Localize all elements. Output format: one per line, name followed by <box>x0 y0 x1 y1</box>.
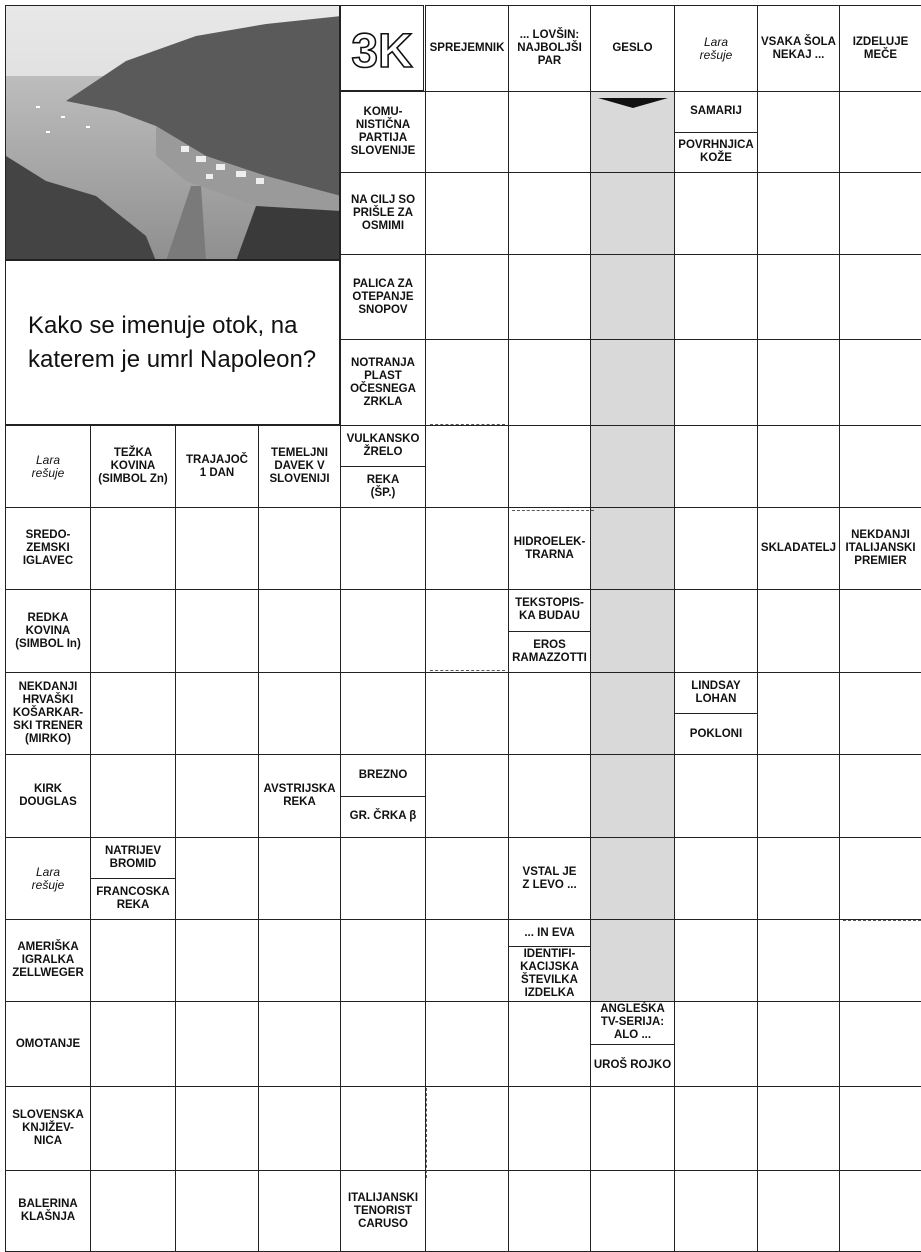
answer-cell[interactable] <box>757 1001 840 1087</box>
clue-angleska: ANGLEŠKA TV-SERIJA: ALO ... <box>600 1003 665 1042</box>
answer-cell[interactable] <box>425 672 509 755</box>
answer-cell[interactable] <box>508 91 591 173</box>
clue-natrijev: NATRIJEV BROMID <box>104 845 162 870</box>
answer-cell[interactable] <box>590 919 675 1002</box>
lara-resuje-label: Lara rešuje <box>5 837 91 920</box>
clue-split-vulkansko <box>340 425 426 508</box>
clue-tezka-kovina: TEŽKA KOVINA (SIMBOL Zn) <box>90 425 176 508</box>
answer-cell[interactable] <box>90 672 176 755</box>
clue-split-samarij <box>674 91 758 173</box>
answer-cell[interactable] <box>175 589 259 673</box>
answer-cell[interactable] <box>90 1001 176 1087</box>
clue-vulkansko: VULKANSKO ŽRELO <box>346 433 420 458</box>
answer-cell[interactable] <box>425 339 509 426</box>
clue-palica: PALICA ZA OTEPANJE SNOPOV <box>340 254 426 340</box>
answer-cell[interactable] <box>425 1086 509 1171</box>
answer-cell[interactable] <box>839 1001 921 1087</box>
answer-cell[interactable] <box>508 754 591 838</box>
3k-logo-icon <box>347 23 417 73</box>
answer-cell[interactable] <box>590 672 675 755</box>
answer-cell[interactable] <box>175 754 259 838</box>
clue-lindsay: LINDSAY LOHAN <box>691 680 741 705</box>
answer-cell[interactable] <box>590 837 675 920</box>
clue-in-eva: ... IN EVA <box>524 926 575 939</box>
answer-cell[interactable] <box>839 754 921 838</box>
answer-cell[interactable] <box>425 754 509 838</box>
answer-cell[interactable] <box>590 91 675 173</box>
clue-balerina: BALERINA KLAŠNJA <box>5 1170 91 1252</box>
clue-gr-crka: GR. ČRKA β <box>341 796 425 838</box>
clue-split-angleska <box>590 1001 675 1087</box>
clue-na-cilj: NA CILJ SO PRIŠLE ZA OSMIMI <box>340 172 426 255</box>
island-photo <box>5 5 340 260</box>
answer-cell[interactable] <box>258 1086 341 1171</box>
answer-cell[interactable] <box>425 172 509 255</box>
clue-trajajoc: TRAJAJOČ 1 DAN <box>175 425 259 508</box>
answer-cell[interactable] <box>590 172 675 255</box>
island-photo-image <box>6 6 340 260</box>
clue-lovsin: ... LOVŠIN: NAJBOLJŠI PAR <box>508 5 591 92</box>
answer-cell[interactable] <box>839 425 921 508</box>
answer-cell[interactable] <box>757 425 840 508</box>
dashed-mark <box>426 1088 427 1178</box>
answer-cell[interactable] <box>674 589 758 673</box>
answer-cell[interactable] <box>839 91 921 173</box>
clue-hidroelektrarna: HIDROELEK- TRARNA <box>508 507 591 590</box>
clue-izdeluje: IZDELUJE MEČE <box>839 5 921 92</box>
answer-cell[interactable] <box>590 1086 675 1171</box>
answer-cell[interactable] <box>175 1170 259 1252</box>
clue-uros: UROŠ ROJKO <box>591 1044 674 1087</box>
answer-cell[interactable] <box>674 837 758 920</box>
arrow-down-icon <box>598 98 668 108</box>
answer-cell[interactable] <box>757 754 840 838</box>
answer-cell[interactable] <box>508 254 591 340</box>
answer-cell[interactable] <box>258 672 341 755</box>
clue-avstrijska-reka: AVSTRIJSKA REKA <box>258 754 341 838</box>
answer-cell[interactable] <box>839 254 921 340</box>
dashed-mark <box>430 670 505 671</box>
answer-cell[interactable] <box>90 754 176 838</box>
clue-kirk-douglas: KIRK DOUGLAS <box>5 754 91 838</box>
clue-split-brezno <box>340 754 426 838</box>
answer-cell[interactable] <box>590 425 675 508</box>
answer-cell[interactable] <box>340 672 426 755</box>
answer-cell[interactable] <box>674 1086 758 1171</box>
answer-cell[interactable] <box>674 425 758 508</box>
answer-cell[interactable] <box>839 1086 921 1171</box>
answer-cell[interactable] <box>340 919 426 1002</box>
answer-cell[interactable] <box>90 589 176 673</box>
answer-cell[interactable] <box>90 507 176 590</box>
answer-cell[interactable] <box>425 507 509 590</box>
clue-identifikacijska: IDENTIFI- KACIJSKA ŠTEVILKA IZDELKA <box>509 946 590 1001</box>
answer-cell[interactable] <box>175 672 259 755</box>
clue-temeljni-davek: TEMELJNI DAVEK V SLOVENIJI <box>258 425 341 508</box>
clue-samarij: SAMARIJ <box>690 105 742 118</box>
answer-cell[interactable] <box>674 254 758 340</box>
answer-cell[interactable] <box>757 919 840 1002</box>
answer-cell[interactable] <box>757 1170 840 1252</box>
answer-cell[interactable] <box>340 1001 426 1087</box>
answer-cell[interactable] <box>757 1086 840 1171</box>
answer-cell[interactable] <box>590 339 675 426</box>
answer-cell[interactable] <box>674 754 758 838</box>
clue-pokloni: POKLONI <box>675 713 757 754</box>
answer-cell[interactable] <box>425 254 509 340</box>
answer-cell[interactable] <box>425 91 509 173</box>
clue-vsaka-sola: VSAKA ŠOLA NEKAJ ... <box>757 5 840 92</box>
answer-cell[interactable] <box>508 672 591 755</box>
answer-cell[interactable] <box>425 1170 509 1252</box>
lara-resuje-label: Lara rešuje <box>5 425 91 508</box>
answer-cell[interactable] <box>90 1086 176 1171</box>
answer-cell[interactable] <box>590 254 675 340</box>
clue-slovenska-knjizevnica: SLOVENSKA KNJIŽEV- NICA <box>5 1086 91 1171</box>
answer-cell[interactable] <box>508 1086 591 1171</box>
clue-eros: EROS RAMAZZOTTI <box>509 631 590 673</box>
answer-cell[interactable] <box>508 172 591 255</box>
answer-cell[interactable] <box>674 339 758 426</box>
answer-cell[interactable] <box>839 589 921 673</box>
answer-cell[interactable] <box>590 507 675 590</box>
answer-cell[interactable] <box>757 589 840 673</box>
answer-cell[interactable] <box>175 837 259 920</box>
answer-cell[interactable] <box>425 589 509 673</box>
answer-cell[interactable] <box>425 837 509 920</box>
clue-ameriska-igralka: AMERIŠKA IGRALKA ZELLWEGER <box>5 919 91 1002</box>
answer-cell[interactable] <box>175 919 259 1002</box>
answer-cell[interactable] <box>590 754 675 838</box>
answer-cell[interactable] <box>258 837 341 920</box>
answer-cell[interactable] <box>258 1170 341 1252</box>
answer-cell[interactable] <box>757 91 840 173</box>
answer-cell[interactable] <box>839 837 921 920</box>
answer-cell[interactable] <box>340 837 426 920</box>
answer-cell[interactable] <box>175 507 259 590</box>
clue-split-tekstopiska <box>508 589 591 673</box>
clue-geslo: GESLO <box>590 5 675 92</box>
clue-francoska: FRANCOSKA REKA <box>91 878 175 919</box>
answer-cell[interactable] <box>258 1001 341 1087</box>
clue-split-natrijev <box>90 837 176 920</box>
answer-cell[interactable] <box>258 507 341 590</box>
answer-cell[interactable] <box>757 672 840 755</box>
answer-cell[interactable] <box>839 339 921 426</box>
clue-split-in-eva <box>508 919 591 1002</box>
answer-cell[interactable] <box>175 1086 259 1171</box>
dashed-mark <box>512 510 594 511</box>
clue-tekstopiska: TEKSTOPIS- KA BUDAU <box>515 597 584 623</box>
answer-cell[interactable] <box>425 919 509 1002</box>
answer-cell[interactable] <box>508 1001 591 1087</box>
clue-komunisticna: KOMU- NISTIČNA PARTIJA SLOVENIJE <box>340 91 426 173</box>
answer-cell[interactable] <box>839 172 921 255</box>
answer-cell[interactable] <box>258 589 341 673</box>
svg-text:3K: 3K <box>351 25 413 73</box>
answer-cell[interactable] <box>425 1001 509 1087</box>
clue-redka-kovina: REDKA KOVINA (SIMBOL In) <box>5 589 91 673</box>
answer-cell[interactable] <box>508 425 591 508</box>
answer-cell[interactable] <box>340 1086 426 1171</box>
clue-italijanski-premier: NEKDANJI ITALIJANSKI PREMIER <box>839 507 921 590</box>
answer-cell[interactable] <box>757 172 840 255</box>
answer-cell[interactable] <box>674 1001 758 1087</box>
answer-cell[interactable] <box>90 919 176 1002</box>
dashed-mark <box>430 424 505 425</box>
clue-sredozemski: SREDO- ZEMSKI IGLAVEC <box>5 507 91 590</box>
main-question: Kako se imenuje otok, na katerem je umrl Napoleon? <box>5 260 340 425</box>
answer-cell[interactable] <box>175 1001 259 1087</box>
dashed-mark <box>843 920 921 921</box>
answer-cell[interactable] <box>674 507 758 590</box>
clue-skladatelj: SKLADATELJ <box>757 507 840 590</box>
clue-italijanski-tenorist: ITALIJANSKI TENORIST CARUSO <box>340 1170 426 1252</box>
clue-brezno: BREZNO <box>358 768 408 781</box>
answer-cell[interactable] <box>674 919 758 1002</box>
answer-cell[interactable] <box>590 589 675 673</box>
answer-cell[interactable] <box>508 339 591 426</box>
clue-nekdanji-trener: NEKDANJI HRVAŠKI KOŠARKAR- SKI TRENER (MIRKO) <box>5 672 91 755</box>
lara-resuje-label: Lara rešuje <box>674 5 758 92</box>
clue-vstal: VSTAL JE Z LEVO ... <box>508 837 591 920</box>
answer-cell[interactable] <box>508 1170 591 1252</box>
answer-cell[interactable] <box>674 1170 758 1252</box>
3k-logo <box>340 5 424 91</box>
answer-cell[interactable] <box>590 1170 675 1252</box>
answer-cell[interactable] <box>674 172 758 255</box>
clue-reka-sp: REKA (ŠP.) <box>341 466 425 507</box>
answer-cell[interactable] <box>839 1170 921 1252</box>
answer-cell[interactable] <box>425 425 509 508</box>
answer-cell[interactable] <box>340 589 426 673</box>
answer-cell[interactable] <box>757 339 840 426</box>
answer-cell[interactable] <box>340 507 426 590</box>
answer-cell[interactable] <box>258 919 341 1002</box>
clue-povrhnjica: POVRHNJICA KOŽE <box>675 132 757 173</box>
clue-notranja: NOTRANJA PLAST OČESNEGA ZRKLA <box>340 339 426 426</box>
answer-cell[interactable] <box>839 919 921 1002</box>
clue-omotanje: OMOTANJE <box>5 1001 91 1087</box>
answer-cell[interactable] <box>757 254 840 340</box>
clue-sprejemnik: SPREJEMNIK <box>425 5 509 92</box>
clue-split-lindsay <box>674 672 758 755</box>
answer-cell[interactable] <box>757 837 840 920</box>
answer-cell[interactable] <box>839 672 921 755</box>
answer-cell[interactable] <box>90 1170 176 1252</box>
